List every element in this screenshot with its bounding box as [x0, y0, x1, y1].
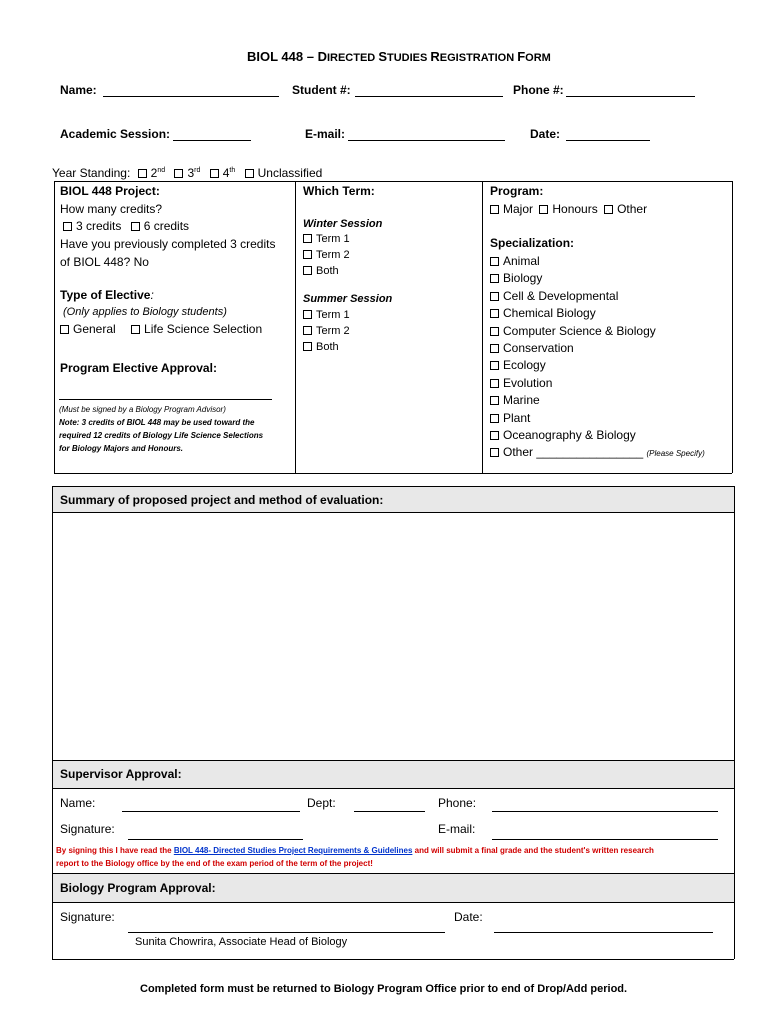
elective-options: [60, 322, 262, 336]
previous-credits-answer: of BIOL 448? No: [60, 255, 149, 269]
specialization-item: [490, 270, 705, 287]
student-number-field[interactable]: [355, 96, 503, 97]
specialization-item: [490, 305, 705, 322]
supervisor-heading: Supervisor Approval:: [60, 767, 182, 781]
specialization-oceanography-checkbox[interactable]: [490, 431, 499, 440]
specialization-compsci-checkbox[interactable]: [490, 327, 499, 336]
year-3rd-label: 3: [187, 166, 195, 180]
title-irected: IRECTED: [326, 52, 379, 64]
specialization-evolution-label: Evolution: [503, 375, 553, 390]
bio-date-label: Date:: [454, 910, 483, 924]
summary-heading: Summary of proposed project and method of evaluation:: [60, 493, 384, 507]
table-left-border: [54, 181, 55, 473]
table-right-border: [732, 181, 733, 473]
specialization-item: [490, 288, 705, 305]
summer-both-checkbox[interactable]: [303, 342, 312, 351]
specialization-chemical-checkbox[interactable]: [490, 309, 499, 318]
winter-term1-checkbox[interactable]: [303, 234, 312, 243]
specialization-biology-checkbox[interactable]: [490, 274, 499, 283]
year-2nd-sup: nd: [157, 167, 166, 174]
program-honours-checkbox[interactable]: [539, 205, 548, 214]
specialization-evolution-checkbox[interactable]: [490, 379, 499, 388]
specialization-plant-checkbox[interactable]: [490, 414, 499, 423]
credits-3-label: 3 credits: [76, 219, 122, 233]
form-box-right: [734, 486, 735, 959]
supervisor-signature-field[interactable]: [128, 839, 303, 840]
notice-pre-text: By signing this I have read the: [56, 846, 174, 855]
form-box-bottom: [52, 959, 734, 960]
supervisor-email-label: E-mail:: [438, 822, 476, 836]
guidelines-link[interactable]: BIOL 448- Directed Studies Project Requirements & Guidelines: [173, 846, 413, 855]
supervisor-name-field[interactable]: [122, 811, 300, 812]
winter-term2-label: Term 2: [316, 249, 350, 261]
summer-session-heading: Summer Session: [303, 293, 393, 305]
specialization-item: [490, 323, 705, 340]
table-col-divider-2: [482, 181, 483, 473]
elective-life-science-label: Life Science Selection: [144, 322, 263, 336]
program-options: [490, 202, 647, 216]
bio-signature-label: Signature:: [60, 910, 115, 924]
date-label: Date:: [530, 127, 561, 141]
elective-heading-colon: :: [150, 288, 154, 302]
specialization-cell-checkbox[interactable]: [490, 292, 499, 301]
specialization-animal-label: Animal: [503, 254, 540, 268]
advisor-sign-note: (Must be signed by a Biology Program Advisor): [59, 405, 226, 414]
program-elective-approval-signature[interactable]: [59, 399, 272, 400]
winter-term2-checkbox[interactable]: [303, 250, 312, 259]
program-major-label: Major: [503, 202, 534, 216]
year-unclassified-label: Unclassified: [257, 166, 323, 180]
program-other-label: Other: [617, 202, 648, 216]
email-field[interactable]: [348, 140, 505, 141]
specialization-item: [490, 375, 705, 392]
supervisor-heading-divider: [52, 788, 734, 789]
summer-term2: [303, 325, 350, 337]
note-line-1: Note: 3 credits of BIOL 448 may be used toward the: [59, 418, 255, 427]
supervisor-dept-label: Dept:: [307, 796, 336, 810]
supervisor-phone-label: Phone:: [438, 796, 477, 810]
credits-question: How many credits?: [60, 202, 163, 216]
academic-session-field[interactable]: [173, 140, 251, 141]
winter-term1: [303, 233, 350, 245]
summer-term2-checkbox[interactable]: [303, 326, 312, 335]
please-specify-note: (Please Specify): [646, 449, 705, 459]
table-col-divider-1: [295, 181, 296, 473]
specialization-animal-checkbox[interactable]: [490, 257, 499, 266]
elective-heading-text: Type of Elective: [60, 288, 151, 302]
winter-term2: [303, 249, 350, 261]
credits-6-checkbox[interactable]: [131, 222, 140, 231]
bio-date-field[interactable]: [494, 932, 713, 933]
summary-text-area[interactable]: [53, 513, 734, 760]
specialization-item: [490, 392, 705, 409]
winter-both: [303, 265, 339, 277]
specialization-plant-label: Plant: [503, 410, 531, 425]
year-4th-label: 4: [222, 166, 230, 180]
table-top-border: [54, 181, 732, 182]
year-standing-label: Year Standing:: [52, 166, 131, 180]
supervisor-notice-line-2: report to the Biology office by the end of the exam period of the term of the project!: [56, 859, 373, 868]
title-letter-f: F: [517, 49, 526, 64]
year-2nd-label: 2: [150, 166, 158, 180]
elective-general-label: General: [73, 322, 116, 336]
program-elective-approval-heading: Program Elective Approval:: [60, 361, 217, 375]
credits-3-checkbox[interactable]: [63, 222, 72, 231]
specialization-biology-label: Biology: [503, 271, 543, 286]
summer-term1-checkbox[interactable]: [303, 310, 312, 319]
specialization-other-checkbox[interactable]: [490, 448, 499, 457]
specialization-chemical-label: Chemical Biology: [503, 306, 596, 321]
title-orm: ORM: [525, 52, 551, 64]
summer-term1: [303, 309, 350, 321]
specialization-conservation-checkbox[interactable]: [490, 344, 499, 353]
notice-post-text: and will submit a final grade and the student's written research: [412, 846, 654, 855]
program-heading: Program:: [490, 184, 544, 198]
specialization-marine-label: Marine: [503, 393, 540, 408]
specialization-item: [490, 427, 705, 444]
specialization-item: [490, 357, 705, 374]
title-letter-s: S: [378, 49, 387, 64]
supervisor-notice-line-1: [56, 846, 654, 855]
academic-session-label: Academic Session:: [60, 127, 171, 141]
date-field[interactable]: [566, 140, 650, 141]
winter-session-heading: Winter Session: [303, 218, 383, 230]
program-other-checkbox[interactable]: [604, 205, 613, 214]
year-3rd-checkbox[interactable]: [174, 169, 183, 178]
title-letter-r: R: [430, 49, 440, 64]
year-standing-row: [52, 166, 322, 180]
supervisor-email-field[interactable]: [492, 839, 718, 840]
supervisor-signature-label: Signature:: [60, 822, 115, 836]
elective-note: (Only applies to Biology students): [63, 306, 227, 318]
elective-heading: [60, 288, 154, 302]
title-egistration: EGISTRATION: [439, 52, 518, 64]
specialization-other-label: Other ________________: [503, 445, 644, 460]
year-unclassified-checkbox[interactable]: [245, 169, 254, 178]
summer-term2-label: Term 2: [316, 325, 350, 337]
which-term-heading: Which Term:: [303, 184, 375, 198]
supervisor-phone-field[interactable]: [492, 811, 718, 812]
summer-both: [303, 341, 339, 353]
previous-credits-question: Have you previously completed 3 credits: [60, 237, 276, 251]
specialization-compsci-label: Computer Science & Biology: [503, 323, 656, 338]
bio-heading-divider: [52, 902, 734, 903]
supervisor-name-label: Name:: [60, 796, 96, 810]
name-field[interactable]: [103, 96, 279, 97]
specialization-cell-label: Cell & Developmental: [503, 288, 619, 303]
title-letter-d: D: [317, 49, 327, 64]
elective-life-science-checkbox[interactable]: [131, 325, 140, 334]
specialization-ecology-checkbox[interactable]: [490, 361, 499, 370]
specialization-conservation-label: Conservation: [503, 341, 574, 356]
specialization-heading: Specialization:: [490, 236, 575, 250]
specialization-item: [490, 444, 705, 462]
bio-signature-field[interactable]: [128, 932, 445, 933]
specialization-marine-checkbox[interactable]: [490, 396, 499, 405]
table-bottom-border: [54, 473, 732, 474]
credits-options: [63, 219, 189, 233]
year-2nd-checkbox[interactable]: [138, 169, 147, 178]
winter-both-label: Both: [316, 265, 339, 277]
specialization-oceanography-label: Oceanography & Biology: [503, 428, 636, 443]
winter-both-checkbox[interactable]: [303, 266, 312, 275]
supervisor-dept-field[interactable]: [354, 811, 425, 812]
program-honours-label: Honours: [552, 202, 598, 216]
year-4th-checkbox[interactable]: [210, 169, 219, 178]
specialization-ecology-label: Ecology: [503, 358, 546, 373]
specialization-item: [490, 340, 705, 357]
year-4th-sup: th: [229, 167, 236, 174]
page-title: [247, 48, 551, 66]
summer-term1-label: Term 1: [316, 309, 350, 321]
project-heading: BIOL 448 Project:: [60, 184, 160, 198]
email-label: E-mail:: [305, 127, 346, 141]
bio-approval-heading: Biology Program Approval:: [60, 881, 216, 895]
specialization-list: [490, 253, 705, 463]
student-number-label: Student #:: [292, 83, 351, 97]
name-label: Name:: [60, 83, 97, 97]
footer-note: Completed form must be returned to Biology Program Office prior to end of Drop/Add period.: [140, 983, 628, 995]
summer-both-label: Both: [316, 341, 339, 353]
title-tudies: TUDIES: [386, 52, 431, 64]
phone-label: Phone #:: [513, 83, 564, 97]
specialization-item: [490, 410, 705, 427]
note-line-3: for Biology Majors and Honours.: [59, 444, 184, 453]
note-line-2: required 12 credits of Biology Life Science Selections: [59, 431, 264, 440]
specialization-item: [490, 253, 705, 270]
program-major-checkbox[interactable]: [490, 205, 499, 214]
credits-6-label: 6 credits: [143, 219, 190, 233]
title-main: BIOL 448 –: [247, 49, 318, 64]
year-3rd-sup: rd: [194, 167, 201, 174]
bio-signer-name: Sunita Chowrira, Associate Head of Biology: [135, 936, 348, 948]
winter-term1-label: Term 1: [316, 233, 350, 245]
elective-general-checkbox[interactable]: [60, 325, 69, 334]
phone-field[interactable]: [566, 96, 695, 97]
